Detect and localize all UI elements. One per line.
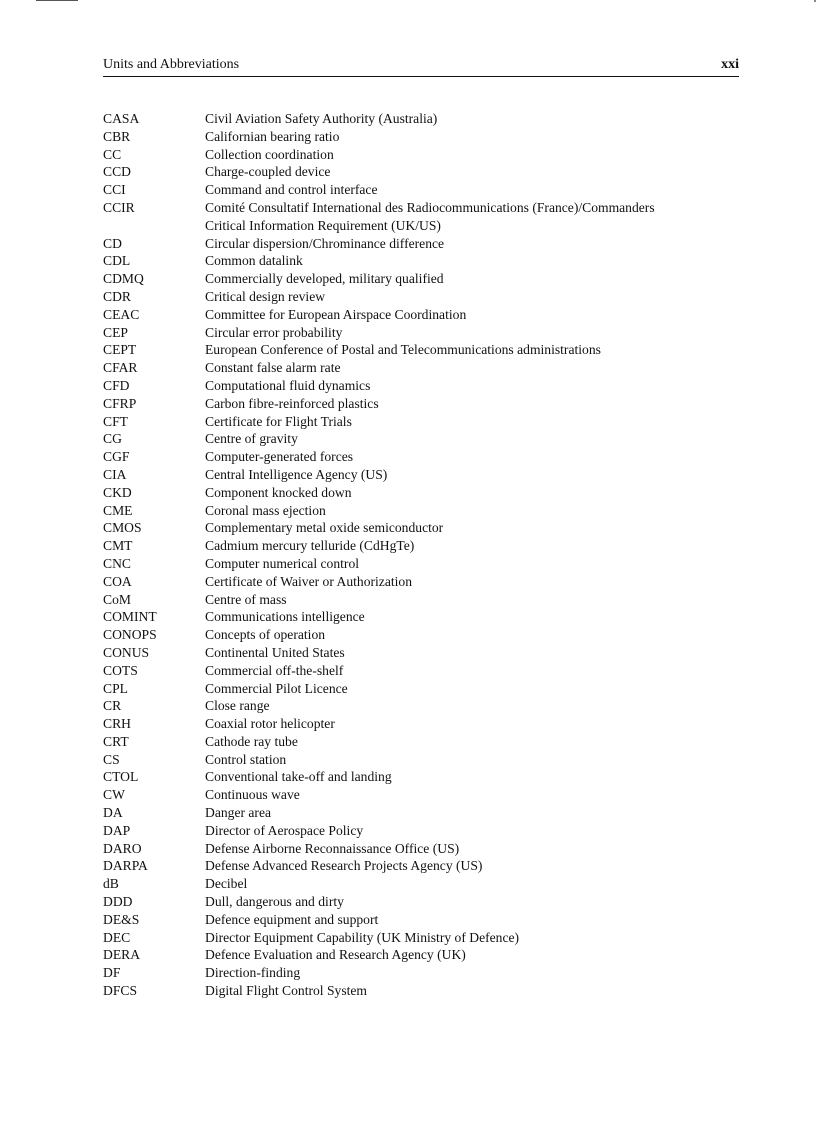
- abbreviation-entry: [103, 181, 739, 199]
- abbreviation-definition: Director Equipment Capability (UK Ministry of Defence): [205, 929, 520, 945]
- abbreviation-entry: [103, 982, 739, 1000]
- abbreviation-term: DERA: [103, 947, 141, 963]
- abbreviation-definition: Cathode ray tube: [205, 733, 298, 749]
- abbreviation-term: DE&S: [103, 911, 140, 927]
- abbreviation-definition: Circular error probability: [205, 324, 343, 340]
- abbreviation-definition: Director of Aerospace Policy: [205, 822, 364, 838]
- abbreviation-definition: Commercially developed, military qualified: [205, 271, 444, 287]
- abbreviation-term: CC: [103, 146, 122, 162]
- abbreviation-entry: [103, 573, 739, 591]
- abbreviation-entry: [103, 288, 739, 306]
- abbreviation-term: DARO: [103, 840, 142, 856]
- abbreviation-definition: Dull, dangerous and dirty: [205, 894, 344, 910]
- abbreviation-definition: Common datalink: [205, 253, 303, 269]
- abbreviation-entry: [103, 252, 739, 270]
- abbreviation-term: DA: [103, 805, 123, 821]
- abbreviation-definition: Certificate for Flight Trials: [205, 413, 352, 429]
- abbreviation-definition: Certificate of Waiver or Authorization: [205, 573, 413, 589]
- abbreviation-definition: Continental United States: [205, 644, 345, 660]
- abbreviation-entry: [103, 324, 739, 342]
- abbreviation-term: CDMQ: [103, 271, 144, 287]
- abbreviation-entry: [103, 964, 739, 982]
- abbreviation-entry: [103, 946, 739, 964]
- abbreviation-entry: [103, 306, 739, 324]
- abbreviation-definition: Component knocked down: [205, 484, 352, 500]
- abbreviation-entry: [103, 644, 739, 662]
- abbreviation-term: CCI: [103, 182, 126, 198]
- abbreviation-term: CFT: [103, 413, 128, 429]
- abbreviation-entry: [103, 484, 739, 502]
- abbreviation-definition: Digital Flight Control System: [205, 983, 368, 999]
- abbreviation-entry: [103, 430, 739, 448]
- abbreviation-definition: Command and control interface: [205, 182, 378, 198]
- abbreviation-definition: Critical design review: [205, 288, 326, 304]
- abbreviation-definition: Danger area: [205, 805, 272, 821]
- abbreviation-term: CS: [103, 751, 120, 767]
- abbreviation-term: CW: [103, 787, 125, 803]
- abbreviation-term: CEP: [103, 324, 128, 340]
- abbreviation-entry: [103, 466, 739, 484]
- abbreviation-list: [103, 110, 739, 1000]
- abbreviation-term: CDL: [103, 253, 131, 269]
- abbreviation-definition: Defense Advanced Research Projects Agency (US): [205, 858, 483, 874]
- abbreviation-term: DEC: [103, 929, 131, 945]
- abbreviation-entry: [103, 555, 739, 573]
- abbreviation-entry: [103, 680, 739, 698]
- abbreviation-entry: [103, 786, 739, 804]
- abbreviation-term: CR: [103, 698, 122, 714]
- abbreviation-definition: Californian bearing ratio: [205, 128, 340, 144]
- abbreviation-definition: European Conference of Postal and Telecommunications administrations: [205, 342, 601, 358]
- abbreviation-entry: [103, 537, 739, 555]
- page-number: xxi: [721, 57, 739, 72]
- abbreviation-term: DARPA: [103, 858, 148, 874]
- abbreviation-definition: Comité Consultatif International des Radiocommunications (France)/Commanders Critical Information Requirement (UK/US): [205, 199, 655, 233]
- abbreviation-definition: Computational fluid dynamics: [205, 377, 371, 393]
- abbreviation-entry: [103, 822, 739, 840]
- abbreviation-entry: [103, 270, 739, 288]
- abbreviation-entry: [103, 413, 739, 431]
- abbreviation-entry: [103, 110, 739, 128]
- abbreviation-term: CASA: [103, 111, 140, 126]
- abbreviation-definition: Conventional take-off and landing: [205, 769, 392, 785]
- abbreviation-definition: Centre of mass: [205, 591, 287, 607]
- abbreviation-entry: [103, 377, 739, 395]
- abbreviation-definition: Defense Airborne Reconnaissance Office (US): [205, 840, 460, 856]
- abbreviation-entry: [103, 875, 739, 893]
- abbreviation-entry: [103, 911, 739, 929]
- abbreviation-entry: [103, 199, 739, 235]
- abbreviation-definition: Cadmium mercury telluride (CdHgTe): [205, 538, 415, 554]
- abbreviation-definition: Computer numerical control: [205, 555, 360, 571]
- abbreviation-term: CPL: [103, 680, 128, 696]
- abbreviation-definition: Defence equipment and support: [205, 911, 379, 927]
- abbreviation-definition: Centre of gravity: [205, 431, 298, 447]
- abbreviation-term: DAP: [103, 822, 131, 838]
- abbreviation-entry: [103, 591, 739, 609]
- abbreviation-entry: [103, 519, 739, 537]
- crop-mark: [36, 0, 78, 1]
- abbreviation-term: CONUS: [103, 644, 150, 660]
- abbreviation-term: dB: [103, 876, 119, 892]
- abbreviation-definition: Constant false alarm rate: [205, 360, 341, 376]
- abbreviation-term: DFCS: [103, 983, 138, 999]
- abbreviation-definition: Commercial Pilot Licence: [205, 680, 348, 696]
- abbreviation-term: CFAR: [103, 360, 138, 376]
- abbreviation-entry: [103, 751, 739, 769]
- abbreviation-entry: [103, 857, 739, 875]
- abbreviation-entry: [103, 893, 739, 911]
- running-header: [103, 57, 739, 77]
- abbreviation-entry: [103, 733, 739, 751]
- abbreviation-term: COA: [103, 573, 132, 589]
- abbreviation-definition: Continuous wave: [205, 787, 300, 803]
- abbreviation-term: CFD: [103, 377, 130, 393]
- running-head-title: Units and Abbreviations: [103, 57, 240, 72]
- abbreviation-entry: [103, 341, 739, 359]
- abbreviation-entry: [103, 146, 739, 164]
- abbreviation-term: CME: [103, 502, 133, 518]
- abbreviation-entry: [103, 715, 739, 733]
- abbreviation-term: CG: [103, 431, 122, 447]
- abbreviation-definition: Circular dispersion/Chrominance difference: [205, 235, 445, 251]
- abbreviation-entry: [103, 626, 739, 644]
- abbreviation-definition: Computer-generated forces: [205, 449, 354, 465]
- abbreviation-term: CKD: [103, 484, 132, 500]
- abbreviation-term: DDD: [103, 894, 133, 910]
- abbreviation-term: CONOPS: [103, 627, 157, 643]
- abbreviation-definition: Communications intelligence: [205, 609, 365, 625]
- abbreviation-definition: Complementary metal oxide semiconductor: [205, 520, 444, 536]
- abbreviation-definition: Coaxial rotor helicopter: [205, 716, 335, 732]
- abbreviation-entry: [103, 608, 739, 626]
- abbreviation-definition: Defence Evaluation and Research Agency (UK): [205, 947, 466, 963]
- abbreviation-definition: Decibel: [205, 876, 248, 892]
- abbreviation-term: CFRP: [103, 395, 137, 411]
- header-rule: [103, 76, 739, 77]
- abbreviation-definition: Civil Aviation Safety Authority (Australia): [205, 111, 438, 126]
- abbreviation-entry: [103, 840, 739, 858]
- abbreviation-term: CTOL: [103, 769, 139, 785]
- abbreviation-term: CMOS: [103, 520, 142, 536]
- abbreviation-definition: Concepts of operation: [205, 627, 326, 643]
- abbreviation-entry: [103, 929, 739, 947]
- abbreviation-definition: Charge-coupled device: [205, 164, 331, 180]
- abbreviation-term: CDR: [103, 288, 131, 304]
- abbreviation-definition: Committee for European Airspace Coordination: [205, 306, 467, 322]
- abbreviation-term: CoM: [103, 591, 131, 607]
- abbreviation-term: CBR: [103, 128, 131, 144]
- abbreviation-term: CCD: [103, 164, 131, 180]
- abbreviation-entry: [103, 662, 739, 680]
- abbreviation-entry: [103, 768, 739, 786]
- abbreviation-entry: [103, 235, 739, 253]
- abbreviation-term: CD: [103, 235, 122, 251]
- abbreviation-definition: Commercial off-the-shelf: [205, 662, 344, 678]
- abbreviation-definition: Carbon fibre-reinforced plastics: [205, 395, 379, 411]
- abbreviation-term: CRT: [103, 733, 129, 749]
- abbreviation-entry: [103, 395, 739, 413]
- abbreviation-term: DF: [103, 965, 121, 981]
- abbreviation-definition: Close range: [205, 698, 270, 714]
- abbreviation-term: CRH: [103, 716, 131, 732]
- abbreviation-term: CEPT: [103, 342, 137, 358]
- abbreviation-entry: [103, 697, 739, 715]
- abbreviation-definition: Collection coordination: [205, 146, 334, 162]
- abbreviation-entry: [103, 448, 739, 466]
- abbreviation-entry: [103, 502, 739, 520]
- abbreviation-term: CEAC: [103, 306, 140, 322]
- abbreviation-definition: Coronal mass ejection: [205, 502, 326, 518]
- abbreviation-term: CCIR: [103, 199, 135, 215]
- abbreviation-definition: Control station: [205, 751, 287, 767]
- abbreviation-term: CGF: [103, 449, 130, 465]
- abbreviation-term: CMT: [103, 538, 133, 554]
- abbreviation-definition: Direction-finding: [205, 965, 301, 981]
- abbreviation-term: COMINT: [103, 609, 157, 625]
- abbreviation-entry: [103, 804, 739, 822]
- abbreviation-entry: [103, 163, 739, 181]
- abbreviation-entry: [103, 359, 739, 377]
- abbreviation-definition: Central Intelligence Agency (US): [205, 466, 388, 482]
- abbreviation-term: CIA: [103, 466, 127, 482]
- abbreviation-term: COTS: [103, 662, 138, 678]
- abbreviation-entry: [103, 128, 739, 146]
- abbreviation-term: CNC: [103, 555, 131, 571]
